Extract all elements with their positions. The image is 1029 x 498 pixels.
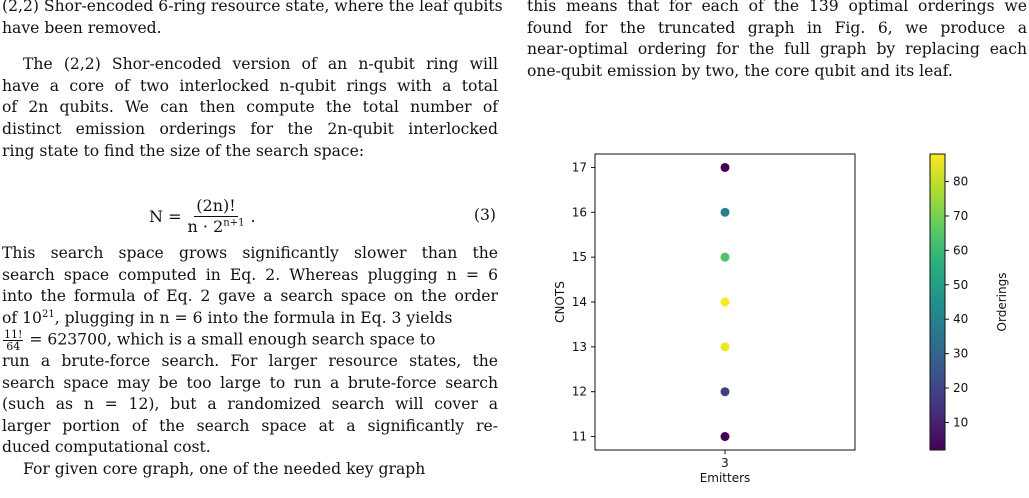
- paragraph-line: duced computational cost.: [2, 438, 211, 457]
- colorbar: [930, 154, 945, 450]
- fraction-numerator: 11!: [4, 328, 23, 342]
- y-tick-label: 17: [571, 160, 587, 175]
- fraction-denominator: 64: [6, 340, 21, 354]
- data-point: [721, 163, 730, 172]
- paragraph-line: into the formula of Eq. 2 gave a search space on the order: [2, 287, 498, 306]
- paragraph-line: run a brute-force search. For larger resource states, the: [2, 351, 498, 370]
- colorbar-tick-label: 70: [953, 208, 969, 223]
- equation-trail: .: [250, 206, 256, 226]
- equation-3: [2, 194, 498, 238]
- equation-fraction: [188, 196, 245, 237]
- right-column: [527, 0, 1027, 82]
- paragraph-line: larger portion of the search space at a significantly re-: [2, 416, 498, 435]
- colorbar-ticks: [945, 175, 968, 430]
- y-tick-label: 13: [571, 339, 587, 354]
- data-point: [721, 342, 730, 351]
- colorbar-tick-label: 40: [953, 312, 969, 327]
- paragraph-line: have a core of two interlocked n-qubit rings with a total: [2, 76, 498, 95]
- data-point: [721, 432, 730, 441]
- colorbar-tick-label: 20: [953, 381, 969, 396]
- colorbar-tick-label: 30: [953, 346, 969, 361]
- data-point: [721, 253, 730, 262]
- paragraph-line: one-qubit emission by two, the core qubit and its leaf.: [527, 61, 953, 80]
- data-point: [721, 387, 730, 396]
- y-tick-label: 15: [571, 250, 587, 265]
- colorbar-tick-label: 50: [953, 277, 969, 292]
- paragraph-line: ring state to find the size of the search space:: [2, 141, 365, 160]
- paragraph-line: The (2,2) Shor-encoded version of an n-qubit ring will: [23, 55, 498, 74]
- paragraph-line: search space computed in Eq. 2. Whereas plugging n = 6: [2, 265, 498, 284]
- cnots-scatter-chart: [540, 150, 1020, 490]
- y-tick-label: 12: [571, 384, 587, 399]
- text-span: = 623700, which is a small enough search space to: [29, 330, 436, 349]
- colorbar-tick-label: 80: [953, 174, 969, 189]
- text-span: , plugging in n = 6 into the formula in Eq. 3 yields: [54, 308, 453, 327]
- paragraph-line: of 2n qubits. We can then compute the total number of: [2, 98, 498, 117]
- text-span: of 10: [2, 308, 42, 327]
- paragraph-line: distinct emission orderings for the 2n-qubit interlocked: [2, 119, 498, 138]
- y-axis-ticks: [572, 160, 595, 443]
- equation-denominator: [188, 217, 245, 237]
- x-tick-label: 3: [721, 456, 729, 470]
- paragraph-line: [2, 328, 498, 354]
- y-tick-label: 16: [571, 205, 587, 220]
- caption-line: (2,2) Shor-encoded 6-ring resource state, where the leaf qubits: [2, 0, 503, 15]
- denominator-exponent: n+1: [223, 217, 245, 229]
- y-tick-label: 11: [571, 429, 587, 444]
- x-axis-label: Emitters: [699, 471, 751, 485]
- data-point: [721, 298, 730, 307]
- paragraph-line: For given core graph, one of the needed key graph: [23, 459, 426, 478]
- equation-lhs: N =: [149, 206, 182, 226]
- x-axis-ticks: [721, 450, 729, 470]
- y-axis-label: CNOTS: [553, 281, 567, 323]
- paragraph-line: search space may be too large to run a brute-force search: [2, 373, 498, 392]
- y-tick-label: 14: [571, 295, 587, 309]
- equation-numerator: (2n)!: [196, 196, 236, 215]
- paragraph-line: near-optimal ordering for the full graph by replacing each: [527, 40, 1027, 59]
- paragraph-line: This search space grows significantly slower than the: [2, 244, 498, 262]
- colorbar-tick-label: 60: [953, 243, 969, 258]
- paragraph-line: this means that for each of the 139 optimal orderings we: [527, 0, 1027, 15]
- caption-line: have been removed.: [2, 18, 162, 37]
- data-point: [721, 208, 730, 217]
- paragraph-line: [2, 308, 498, 330]
- paragraph-line: (such as n = 12), but a randomized search will cover a: [2, 395, 498, 414]
- inline-fraction: [3, 329, 23, 352]
- exponent: 21: [41, 308, 55, 320]
- equation-number: (3): [473, 206, 496, 224]
- paragraph-line: found for the truncated graph in Fig. 6, we produce a: [527, 18, 1027, 37]
- colorbar-tick-label: 10: [953, 415, 969, 430]
- data-points: [721, 163, 730, 441]
- denominator-base: n · 2: [187, 217, 224, 236]
- colorbar-label: Orderings: [995, 272, 1009, 332]
